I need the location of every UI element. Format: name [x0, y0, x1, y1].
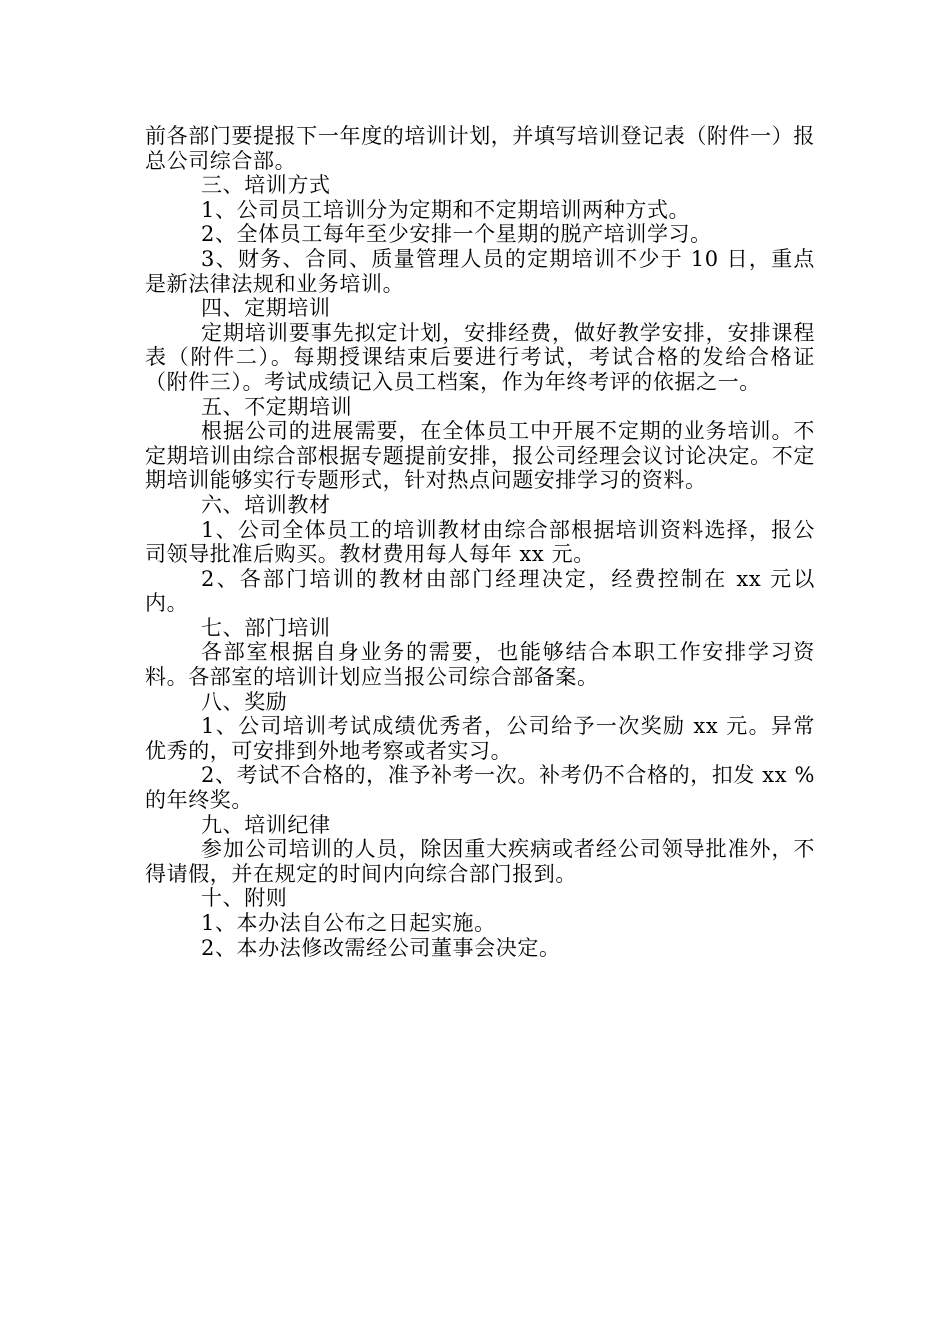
- section-heading-irregular-training: 五、不定期培训: [201, 394, 353, 419]
- section-heading-training-discipline: 九、培训纪律: [201, 812, 331, 837]
- section-heading-training-method: 三、培训方式: [201, 173, 331, 198]
- paragraph: 2、各部门培训的教材由部门经理决定，经费控制在 xx 元以内。: [145, 566, 815, 616]
- paragraph: 定期培训要事先拟定计划，安排经费，做好教学安排，安排课程表（附件二）。每期授课结束后要进行考试，考试合格的发给合格证（附件三）。考试成绩记入员工档案，作为年终考评的依据之一。: [145, 320, 815, 394]
- section-heading-supplementary-provisions: 十、附则: [201, 886, 288, 911]
- paragraph: 1、公司员工培训分为定期和不定期培训两种方式。: [201, 197, 691, 222]
- paragraph: 根据公司的进展需要，在全体员工中开展不定期的业务培训。不定期培训由综合部根据专题提前安排，报公司经理会议讨论决定。不定期培训能够实行专题形式，针对热点问题安排学习的资料。: [145, 419, 815, 493]
- paragraph: 各部室根据自身业务的需要，也能够结合本职工作安排学习资料。各部室的培训计划应当报公司综合部备案。: [145, 640, 815, 690]
- paragraph: 2、本办法修改需经公司董事会决定。: [201, 935, 561, 960]
- paragraph: 1、公司培训考试成绩优秀者，公司给予一次奖励 xx 元。异常优秀的，可安排到外地考察或者实习。: [145, 714, 815, 763]
- paragraph: 参加公司培训的人员，除因重大疾病或者经公司领导批准外，不得请假，并在规定的时间内向综合部门报到。: [145, 837, 815, 886]
- paragraph: 2、全体员工每年至少安排一个星期的脱产培训学习。: [201, 222, 712, 247]
- paragraph-continued-intro: 前各部门要提报下一年度的培训计划，并填写培训登记表（附件一）报总公司综合部。: [145, 124, 815, 173]
- section-heading-rewards: 八、奖励: [201, 689, 288, 714]
- section-heading-regular-training: 四、定期培训: [201, 296, 331, 321]
- section-heading-training-materials: 六、培训教材: [201, 492, 331, 517]
- document-body: [145, 124, 815, 960]
- paragraph: 1、本办法自公布之日起实施。: [201, 911, 496, 935]
- section-heading-department-training: 七、部门培训: [201, 615, 331, 640]
- paragraph: 2、考试不合格的，准予补考一次。补考仍不合格的，扣发 xx %的年终奖。: [145, 763, 815, 813]
- paragraph: 3、财务、合同、质量管理人员的定期培训不少于 10 日，重点是新法律法规和业务培训。: [145, 246, 815, 296]
- paragraph: 1、公司全体员工的培训教材由综合部根据培训资料选择，报公司领导批准后购买。教材费用每人每年 xx 元。: [145, 517, 815, 567]
